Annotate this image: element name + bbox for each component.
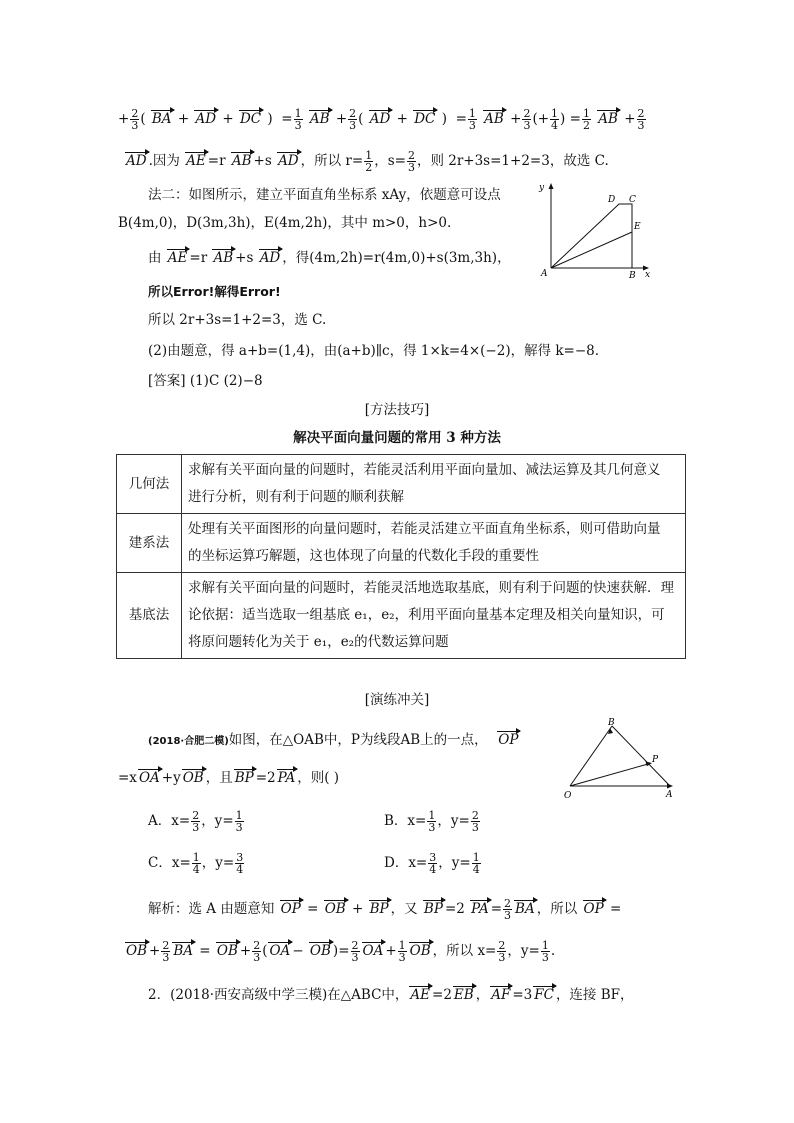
- solution-line-2: OB + $\frac{2}{3}$ BA = OB + $\frac{2}{3}$ ( OA − OB )= $\frac{2}{3}$ OA + $\frac{1}{3}$ OB ，所以 x= $\frac{2}{3}$ ，y= $\frac{1}{3}$ .: [126, 939, 556, 964]
- fig2-label-o: O: [564, 791, 572, 801]
- method2-line-5: 所以 2r+3s=1+2=3，选 C.: [148, 312, 327, 328]
- q1-line-2: =x OA +y OB ，且 BP =2 PA ，则( ): [118, 770, 340, 786]
- fig1-label-b: B: [629, 271, 636, 280]
- method2-line-4: 所以Error!解得Error!: [148, 284, 281, 299]
- answer-text: [答案] (1)C (2)−8: [148, 373, 263, 389]
- fig1-label-y: y: [539, 183, 545, 193]
- fig1-label-e: E: [634, 222, 641, 232]
- option-d: D．x= $\frac{3}{4}$ ，y= $\frac{1}{4}$: [384, 851, 480, 876]
- method-name: 几何法: [117, 455, 182, 514]
- fig2-label-a: A: [666, 790, 673, 800]
- table-row: [117, 573, 686, 659]
- equation-line-1: + $\frac{2}{3}$ ( BA + AD + DC ) = $\frac{1}{3}$ AB + $\frac{2}{3}$ ( AD + DC ) = $\frac{1}{3}$ AB + $\frac{2}{3}$ (+ $\frac{1}{4}$ ) = $\frac{1}{2}$ AB + $\frac{2}{3}$: [118, 107, 645, 132]
- method2-line-2: B(4m,0)，D(3m,3h)，E(4m,2h)，其中 m>0，h>0.: [118, 215, 452, 231]
- option-b: B．x= $\frac{1}{3}$ ，y= $\frac{2}{3}$: [384, 809, 479, 834]
- q2-line-1: 2．(2018·西安高级中学三模)在△ABC中， AE =2 EB ， AF =3 FC ，连接 BF，: [148, 987, 634, 1003]
- section-title-practice: [演练冲关]: [364, 692, 430, 708]
- method-desc: 求解有关平面向量的问题时，若能灵活地选取基底，则有利于问题的快速获解．理 论依据：适当选取一组基底 e₁，e₂，利用平面向量基本定理及相关向量知识，可 将原问题转化为关于 e₁，e₂的代数运算问题: [182, 573, 686, 659]
- fig1-label-a: A: [541, 269, 548, 279]
- method-name: 基底法: [117, 573, 182, 659]
- equation-line-2: AD .因为 AE =r AB +s AD ，所以 r= $\frac{1}{2}$ ，s= $\frac{2}{3}$ ，则 2r+3s=1+2=3，故选 C.: [126, 149, 609, 174]
- triangle-figure: [560, 716, 680, 802]
- fig2-label-b: B: [608, 718, 615, 728]
- method2-line-1: 法二：如图所示，建立平面直角坐标系 xAy，依题意可设点: [148, 187, 501, 203]
- section-title-methods: [方法技巧]: [364, 402, 430, 418]
- methods-table: [116, 454, 686, 659]
- solution-line-1: 解析：选 A 由题意知 OP = OB + BP ，又 BP =2 PA = $\frac{2}{3}$ BA ，所以 OP =: [148, 897, 622, 922]
- fig2-label-p: P: [652, 755, 659, 765]
- fig1-label-x: x: [645, 270, 651, 280]
- table-row: [117, 514, 686, 573]
- methods-subtitle: 解决平面向量问题的常用 3 种方法: [293, 430, 501, 446]
- method2-line-3: 由 AE =r AB +s AD ，得(4m,2h)=r(4m,0)+s(3m,3h)，: [148, 250, 511, 266]
- part2-text: (2)由题意，得 a+b=(1,4)，由(a+b)∥c，得 1×k=4×(−2)，解得 k=−8.: [148, 343, 600, 359]
- method-desc: 求解有关平面向量的问题时，若能灵活利用平面向量加、减法运算及其几何意义 进行分析，则有利于问题的顺利获解: [182, 455, 686, 514]
- table-row: [117, 455, 686, 514]
- method-name: 建系法: [117, 514, 182, 573]
- fig1-label-c: C: [629, 195, 636, 205]
- coordinate-figure: [537, 178, 657, 280]
- q1-line-1: (2018·合肥二模)如图，在△OAB中，P为线段AB上的一点， OP: [148, 732, 519, 748]
- option-a: A．x= $\frac{2}{3}$ ，y= $\frac{1}{3}$: [148, 809, 243, 834]
- method-desc: 处理有关平面图形的向量问题时，若能灵活建立平面直角坐标系，则可借助向量 的坐标运算巧解题，这也体现了向量的代数化手段的重要性: [182, 514, 686, 573]
- option-c: C．x= $\frac{1}{4}$ ，y= $\frac{3}{4}$: [148, 851, 244, 876]
- fig1-label-d: D: [608, 195, 616, 205]
